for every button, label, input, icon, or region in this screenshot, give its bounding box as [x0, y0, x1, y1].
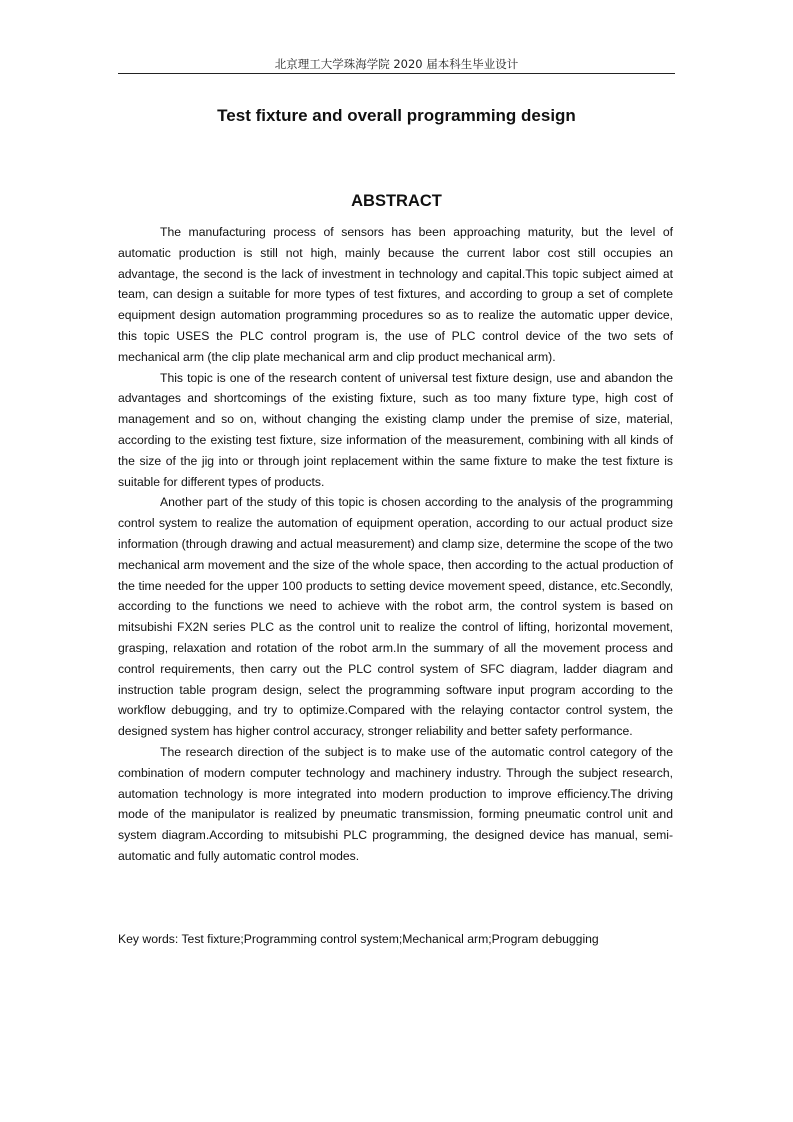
abstract-paragraph-3: Another part of the study of this topic is chosen according to the analysis of the programming control system to realize the automation of equipment operation, according to our actual product size information (through drawing and actual measurement) and clamp size, determine the scope of the two mechanical arm movement and the size of the whole space, then according to the actual production of the time needed for the upper 100 products to setting device movement speed, distance, etc.Secondly, according to the functions we need to achieve with the robot arm, the control system is based on mitsubishi FX2N series PLC as the control unit to realize the control of lifting, horizontal movement, grasping, relaxation and rotation of the robot arm.In the summary of all the movement process and control requirements, then carry out the PLC control system of SFC diagram, ladder diagram and instruction table program design, select the programming software input program according to the workflow debugging, and try to optimize.Compared with the relaying contactor control system, the designed system has higher control accuracy, stronger reliability and better safety performance.	[118, 495, 673, 739]
paper-title: Test fixture and overall programming design	[217, 106, 576, 125]
abstract-paragraph-2: This topic is one of the research content of universal test fixture design, use and abandon the advantages and shortcomings of the existing fixture, such as too many fixture type, high cost of management and so on, without changing the existing clamp under the premise of size, material, according to the existing test fixture, size information of the measurement, combining with all kinds of the size of the jig into or through joint replacement within the same fixture to make the test fixture is suitable for different types of products.	[118, 370, 673, 489]
abstract-paragraph-4: The research direction of the subject is to make use of the automatic control category of the combination of modern computer technology and machinery industry. Through the subject research, automation technology is more integrated into modern production to improve efficiency.The driving mode of the manipulator is realized by pneumatic transmission, forming pneumatic control unit and system diagram.According to mitsubishi PLC programming, the designed device has manual, semi-automatic and fully automatic control modes.	[118, 744, 673, 863]
abstract-heading: ABSTRACT	[351, 192, 442, 210]
abstract-body	[118, 222, 673, 867]
running-header: 北京理工大学珠海学院 2020 届本科生毕业设计	[274, 57, 519, 71]
abstract-paragraph-1: The manufacturing process of sensors has been approaching maturity, but the level of automatic production is still not high, mainly because the current labor cost still occupies an advantage, the second is the lack of investment in technology and capital.This topic subject aimed at team, can design a suitable for more types of test fixtures, and according to group a set of complete equipment design automation programming procedures so as to realize the automatic upper device, this topic USES the PLC control program is, the use of PLC control device of the two sets of mechanical arm (the clip plate mechanical arm and clip product mechanical arm).	[118, 225, 673, 364]
header-rule	[118, 73, 675, 74]
keywords-line: Key words: Test fixture;Programming control system;Mechanical arm;Program debugging	[118, 932, 599, 946]
